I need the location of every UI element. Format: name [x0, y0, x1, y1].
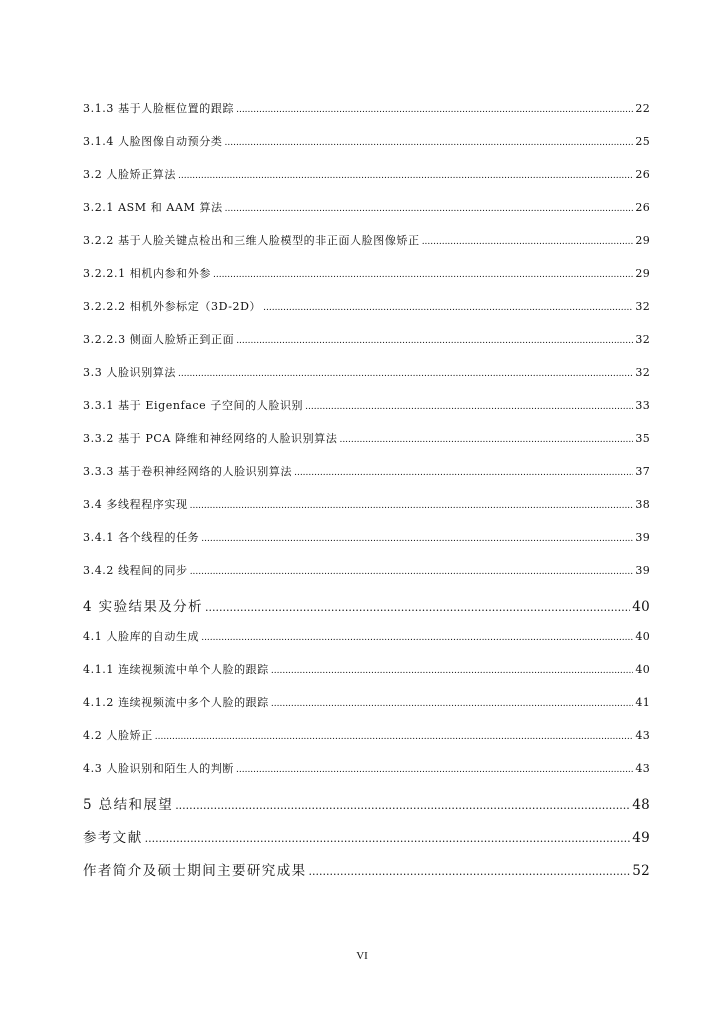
- toc-entry-title: 4.1.1 连续视频流中单个人脸的跟踪: [83, 663, 269, 676]
- toc-entry-title: 3.3.3 基于卷积神经网络的人脸识别算法: [83, 465, 293, 478]
- toc-dot-leader: [205, 601, 630, 614]
- toc-chapter-entry[interactable]: [83, 595, 650, 617]
- toc-dot-leader: [236, 105, 633, 115]
- toc-entry-title: 5 总结和展望: [83, 797, 174, 813]
- toc-entry-page: 43: [635, 729, 650, 742]
- toc-entry-title: 作者简介及硕士期间主要研究成果: [83, 863, 307, 879]
- toc-entry[interactable]: [83, 397, 650, 419]
- toc-entry-title: 3.4.2 线程间的同步: [83, 564, 188, 577]
- toc-dot-leader: [213, 270, 633, 280]
- toc-entry-page: 40: [632, 599, 650, 615]
- toc-entry-page: 38: [635, 498, 650, 511]
- toc-entry[interactable]: [83, 760, 650, 782]
- toc-entry-page: 41: [635, 696, 650, 709]
- toc-dot-leader: [178, 171, 633, 181]
- toc-entry[interactable]: [83, 199, 650, 221]
- toc-entry[interactable]: [83, 430, 650, 452]
- page-number: VI: [356, 950, 368, 962]
- toc-entry-page: 26: [635, 201, 650, 214]
- toc-entry-page: 25: [635, 135, 650, 148]
- toc-dot-leader: [309, 865, 631, 878]
- toc-entry[interactable]: [83, 298, 650, 320]
- toc-entry-page: 43: [635, 762, 650, 775]
- toc-dot-leader: [422, 237, 634, 247]
- toc-entry[interactable]: [83, 100, 650, 122]
- toc-entry-page: 22: [635, 102, 650, 115]
- toc-dot-leader: [145, 832, 631, 845]
- toc-dot-leader: [263, 303, 633, 313]
- toc-entry[interactable]: [83, 694, 650, 716]
- toc-dot-leader: [190, 501, 634, 511]
- toc-entry-title: 4.1.2 连续视频流中多个人脸的跟踪: [83, 696, 269, 709]
- toc-chapter-entry[interactable]: [83, 793, 650, 815]
- toc-entry[interactable]: [83, 331, 650, 353]
- toc-entry-page: 26: [635, 168, 650, 181]
- toc-entry[interactable]: [83, 265, 650, 287]
- toc-entry-page: 39: [635, 531, 650, 544]
- toc-entry-title: 3.2.2 基于人脸关键点检出和三维人脸模型的非正面人脸图像矫正: [83, 234, 420, 247]
- toc-dot-leader: [339, 435, 633, 445]
- toc-dot-leader: [225, 204, 634, 214]
- toc-dot-leader: [294, 468, 633, 478]
- toc-entry-title: 4.1 人脸库的自动生成: [83, 630, 200, 643]
- toc-entry-page: 40: [635, 630, 650, 643]
- table-of-contents: [83, 100, 650, 892]
- toc-entry-page: 35: [635, 432, 650, 445]
- toc-entry-title: 3.4.1 各个线程的任务: [83, 531, 200, 544]
- toc-dot-leader: [236, 765, 633, 775]
- toc-dot-leader: [201, 633, 633, 643]
- toc-entry-title: 3.3.1 基于 Eigenface 子空间的人脸识别: [83, 399, 304, 412]
- toc-entry-title: 参考文献: [83, 830, 143, 846]
- toc-dot-leader: [236, 336, 633, 346]
- toc-dot-leader: [175, 799, 630, 812]
- toc-entry[interactable]: [83, 463, 650, 485]
- toc-entry[interactable]: [83, 628, 650, 650]
- toc-dot-leader: [271, 666, 634, 676]
- toc-entry-title: 3.3 人脸识别算法: [83, 366, 176, 379]
- toc-entry-title: 3.2.1 ASM 和 AAM 算法: [83, 201, 223, 214]
- toc-entry-page: 29: [635, 267, 650, 280]
- toc-entry[interactable]: [83, 661, 650, 683]
- toc-entry-title: 4.3 人脸识别和陌生人的判断: [83, 762, 234, 775]
- toc-entry-page: 37: [635, 465, 650, 478]
- toc-entry[interactable]: [83, 529, 650, 551]
- toc-dot-leader: [178, 369, 633, 379]
- toc-entry-page: 29: [635, 234, 650, 247]
- toc-dot-leader: [155, 732, 634, 742]
- toc-entry-title: 4.2 人脸矫正: [83, 729, 153, 742]
- toc-entry[interactable]: [83, 133, 650, 155]
- toc-entry-page: 32: [635, 366, 650, 379]
- toc-entry-title: 3.2.2.2 相机外参标定（3D-2D）: [83, 300, 262, 313]
- toc-chapter-entry[interactable]: [83, 826, 650, 848]
- toc-entry-page: 32: [635, 333, 650, 346]
- toc-dot-leader: [201, 534, 633, 544]
- toc-entry-title: 3.1.4 人脸图像自动预分类: [83, 135, 223, 148]
- toc-entry[interactable]: [83, 496, 650, 518]
- toc-entry-title: 3.3.2 基于 PCA 降维和神经网络的人脸识别算法: [83, 432, 338, 445]
- toc-dot-leader: [225, 138, 634, 148]
- toc-entry-title: 4 实验结果及分析: [83, 599, 203, 615]
- toc-dot-leader: [271, 699, 634, 709]
- toc-entry[interactable]: [83, 232, 650, 254]
- toc-entry[interactable]: [83, 166, 650, 188]
- toc-entry-page: 40: [635, 663, 650, 676]
- toc-entry-page: 52: [632, 863, 650, 879]
- toc-entry-page: 33: [635, 399, 650, 412]
- toc-entry-title: 3.1.3 基于人脸框位置的跟踪: [83, 102, 235, 115]
- toc-entry-page: 49: [632, 830, 650, 846]
- toc-entry-page: 48: [632, 797, 650, 813]
- toc-entry[interactable]: [83, 562, 650, 584]
- toc-chapter-entry[interactable]: [83, 859, 650, 881]
- toc-entry[interactable]: [83, 364, 650, 386]
- toc-entry-title: 3.2.2.1 相机内参和外参: [83, 267, 211, 280]
- toc-entry-title: 3.2.2.3 侧面人脸矫正到正面: [83, 333, 235, 346]
- toc-entry-page: 39: [635, 564, 650, 577]
- toc-entry[interactable]: [83, 727, 650, 749]
- toc-dot-leader: [190, 567, 634, 577]
- toc-entry-page: 32: [635, 300, 650, 313]
- toc-dot-leader: [305, 402, 633, 412]
- toc-entry-title: 3.2 人脸矫正算法: [83, 168, 176, 181]
- toc-entry-title: 3.4 多线程程序实现: [83, 498, 188, 511]
